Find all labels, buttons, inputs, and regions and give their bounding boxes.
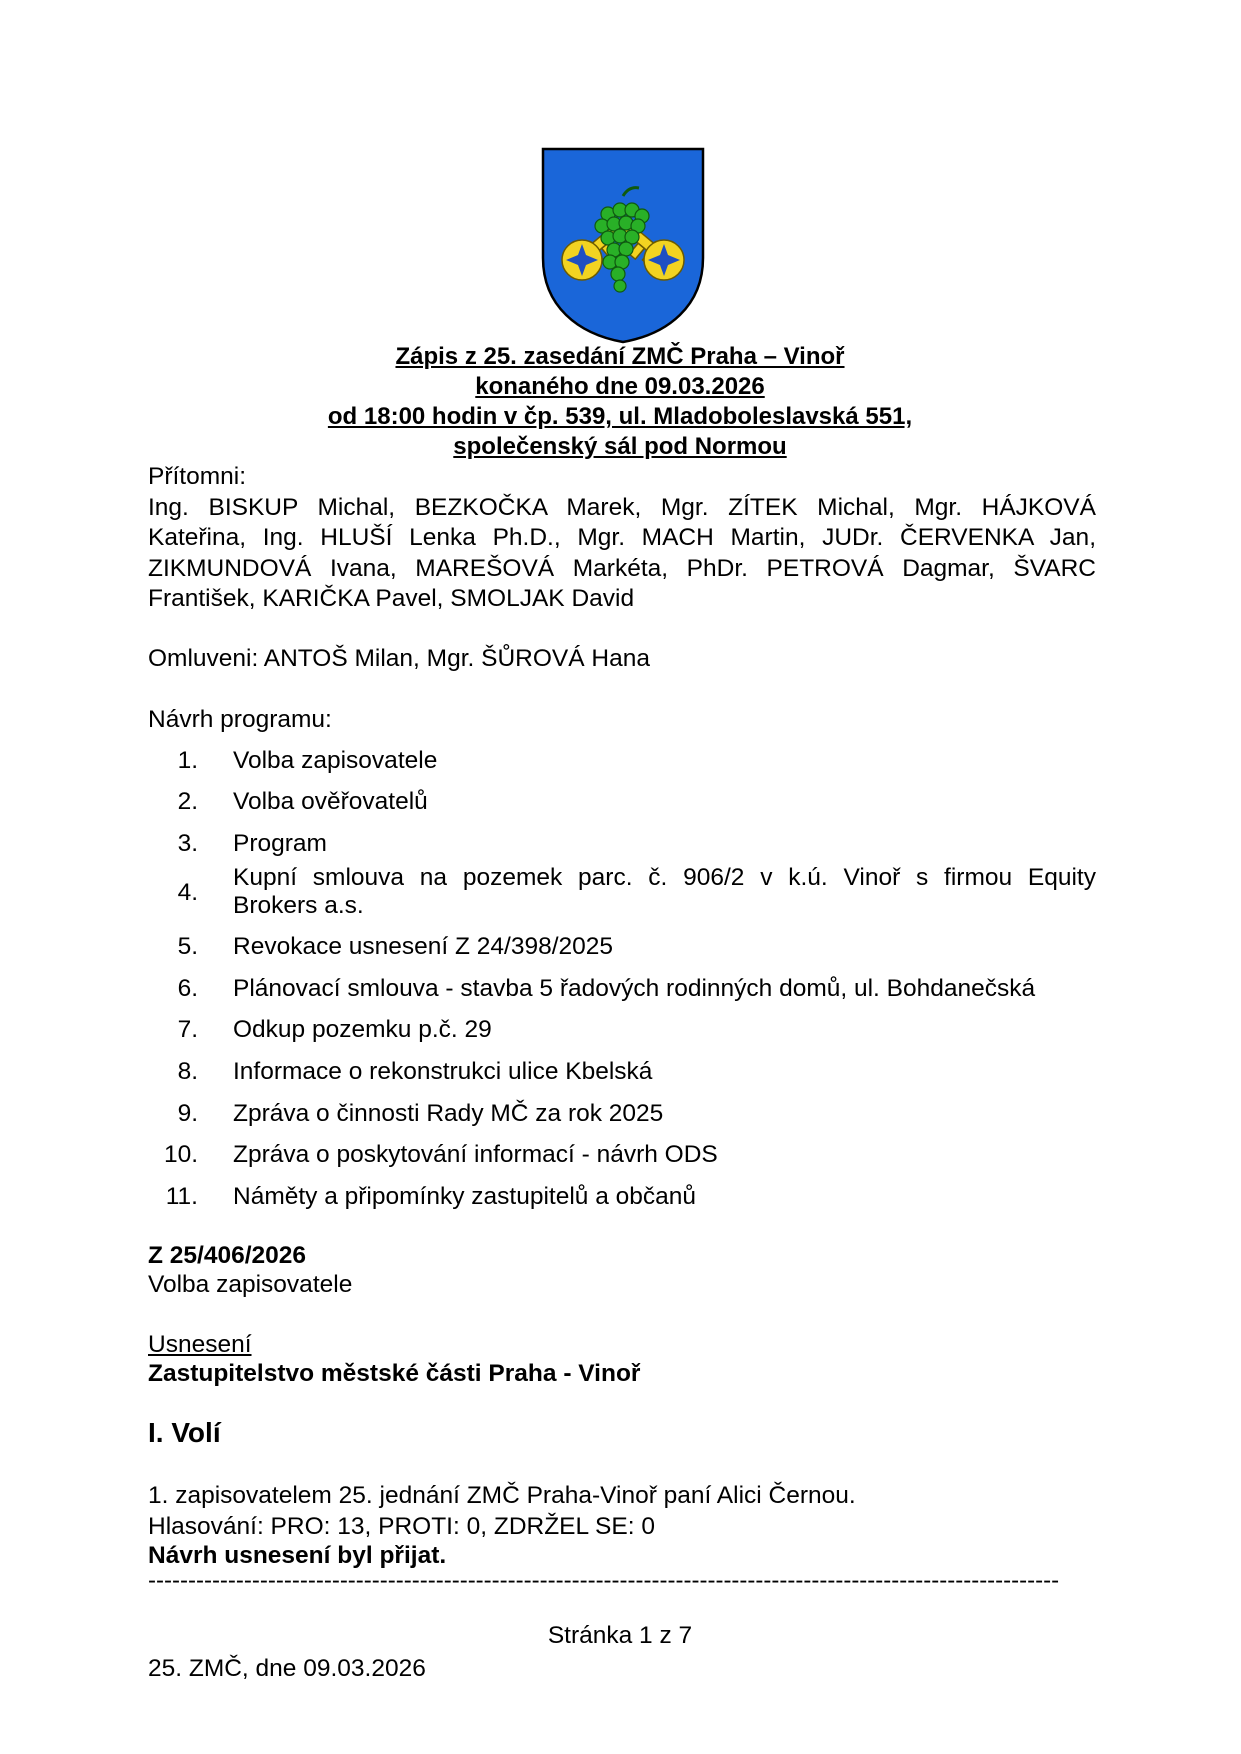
program-item-number: 4. [177,879,198,906]
page-number: Stránka 1 z 7 [547,1622,693,1649]
present-line: Kateřina, Ing. HLUŠÍ Lenka Ph.D., Mgr. MACH Martin, JUDr. ČERVENKA Jan, [148,524,1096,551]
resolution-subject: Volba zapisovatele [148,1271,353,1298]
vinor-coat-of-arms [540,146,706,344]
title-line-1: Zápis z 25. zasedání ZMČ Praha – Vinoř [395,343,845,370]
footer-meeting: 25. ZMČ, dne 09.03.2026 [148,1655,426,1682]
program-item-text: Náměty a připomínky zastupitelů a občanů [233,1183,697,1210]
program-item-number: 7. [177,1016,198,1043]
separator-line: ------------------------------------------------------------------------------------------------------------------ [148,1567,1060,1594]
program-item-text: Volba zapisovatele [233,747,438,774]
present-line: ZIKMUNDOVÁ Ivana, MAREŠOVÁ Markéta, PhDr. PETROVÁ Dagmar, ŠVARC [148,555,1096,582]
resolution-item: 1. zapisovatelem 25. jednání ZMČ Praha-Vinoř paní Alici Černou. [148,1482,856,1509]
program-item-text: Zpráva o činnosti Rady MČ za rok 2025 [233,1100,664,1127]
program-item-text: Program [233,830,327,857]
title-line-3: od 18:00 hodin v čp. 539, ul. Mladoboleslavská 551, [327,403,913,430]
usneseni-label: Usnesení [148,1331,252,1358]
program-item-text-continued: Brokers a.s. [233,892,364,919]
program-item-text: Revokace usnesení Z 24/398/2025 [233,933,614,960]
program-item-text: Plánovací smlouva - stavba 5 řadových rodinných domů, ul. Bohdanečská [233,975,1036,1002]
title-line-2: konaného dne 09.03.2026 [475,373,765,400]
title-line-4: společenský sál pod Normou [453,433,787,460]
program-item-number: 10. [163,1141,198,1168]
program-item-number: 11. [165,1183,198,1210]
present-line: František, KARIČKA Pavel, SMOLJAK David [148,585,635,612]
present-line: Ing. BISKUP Michal, BEZKOČKA Marek, Mgr. ZÍTEK Michal, Mgr. HÁJKOVÁ [148,494,1096,521]
program-item-number: 1. [177,747,198,774]
program-item-number: 9. [177,1100,198,1127]
program-item-number: 3. [177,830,198,857]
resolution-body: Zastupitelstvo městské části Praha - Vinoř [148,1360,641,1387]
program-label: Návrh programu: [148,706,332,733]
program-item-number: 5. [177,933,198,960]
program-item-text: Zpráva o poskytování informací - návrh ODS [233,1141,718,1168]
present-label: Přítomni: [148,463,247,490]
resolution-code: Z 25/406/2026 [148,1242,307,1269]
program-item-number: 2. [177,788,198,815]
program-item-number: 6. [177,975,198,1002]
resolution-outcome: Návrh usnesení byl přijat. [148,1542,447,1569]
excused-line: Omluveni: ANTOŠ Milan, Mgr. ŠŮROVÁ Hana [148,645,650,672]
vote-result: Hlasování: PRO: 13, PROTI: 0, ZDRŽEL SE: 0 [148,1513,655,1540]
program-item-text: Informace o rekonstrukci ulice Kbelská [233,1058,653,1085]
section-heading: I. Volí [148,1417,221,1448]
program-item-text: Volba ověřovatelů [233,788,428,815]
program-item-text: Kupní smlouva na pozemek parc. č. 906/2 v k.ú. Vinoř s firmou Equity [233,864,1096,891]
program-item-text: Odkup pozemku p.č. 29 [233,1016,492,1043]
program-item-number: 8. [177,1058,198,1085]
